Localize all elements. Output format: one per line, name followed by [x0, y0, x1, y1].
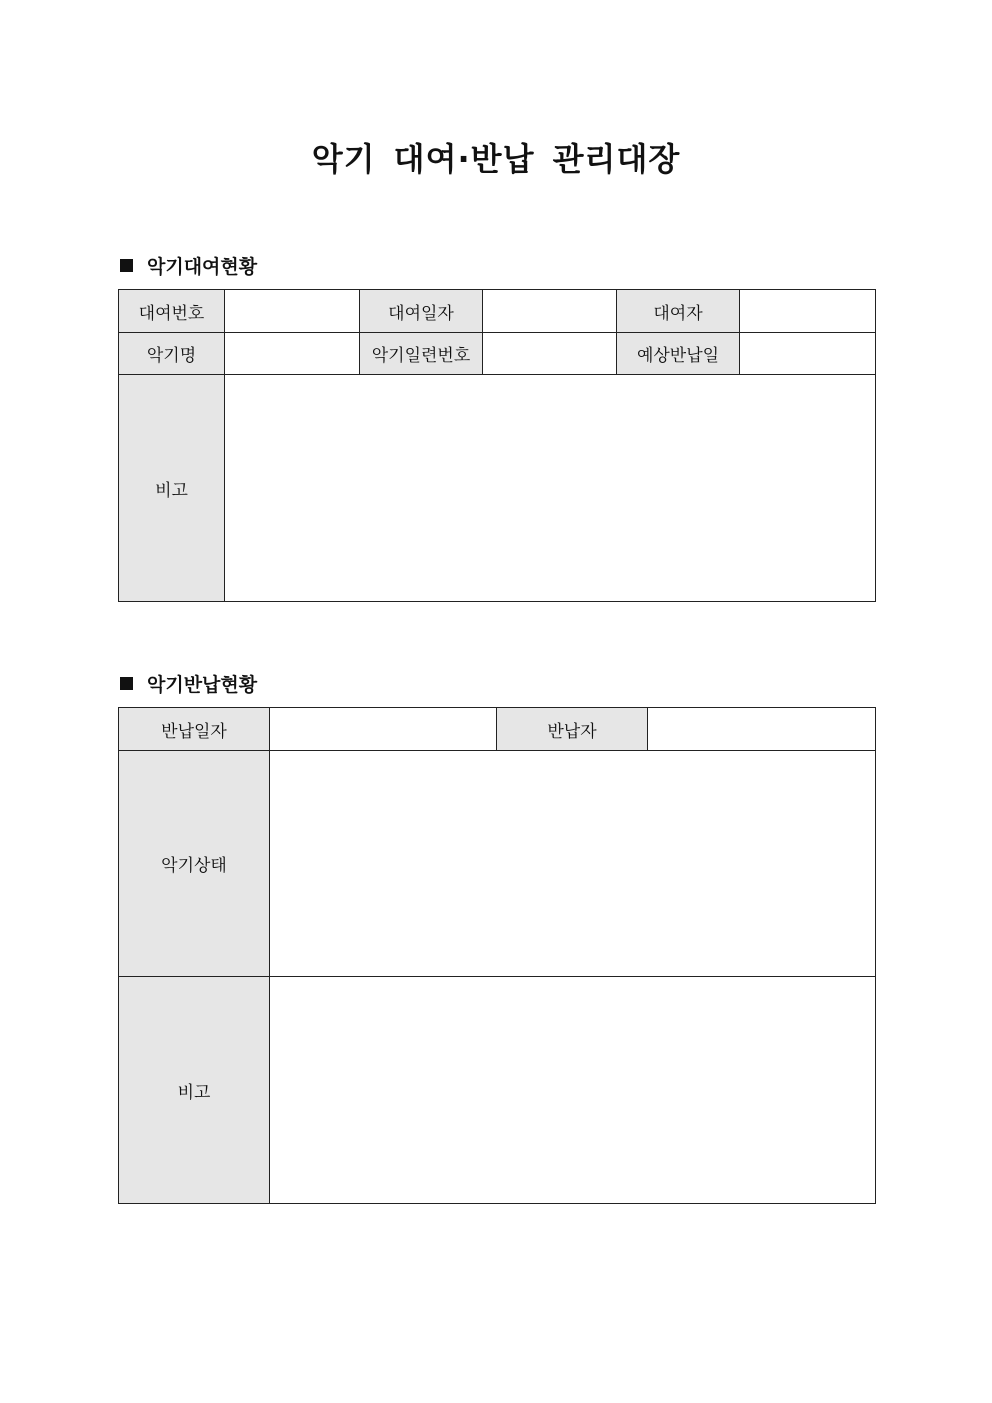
rental-number-label: 대여번호 — [119, 290, 225, 333]
return-section-heading-text: 악기반납현황 — [147, 674, 258, 696]
renter-label: 대여자 — [617, 290, 740, 333]
rental-date-label: 대여일자 — [360, 290, 483, 333]
returner-label: 반납자 — [497, 708, 648, 751]
renter-field[interactable] — [740, 290, 876, 333]
square-bullet-icon — [120, 259, 133, 272]
rental-notes-field[interactable] — [225, 375, 876, 602]
rental-section-heading-text: 악기대여현황 — [147, 256, 258, 278]
rental-section-heading — [118, 252, 257, 279]
expected-return-label: 예상반납일 — [617, 333, 740, 375]
instrument-condition-label: 악기상태 — [119, 751, 270, 977]
rental-status-table — [118, 289, 876, 602]
instrument-name-label: 악기명 — [119, 333, 225, 375]
return-notes-field[interactable] — [270, 977, 876, 1204]
return-section-heading — [118, 670, 257, 697]
return-status-table — [118, 707, 876, 1204]
instrument-serial-field[interactable] — [483, 333, 617, 375]
expected-return-field[interactable] — [740, 333, 876, 375]
rental-date-field[interactable] — [483, 290, 617, 333]
instrument-name-field[interactable] — [225, 333, 360, 375]
rental-notes-label: 비고 — [119, 375, 225, 602]
return-date-field[interactable] — [270, 708, 497, 751]
rental-number-field[interactable] — [225, 290, 360, 333]
page-title: 악기 대여·반납 관리대장 — [311, 140, 681, 178]
returner-field[interactable] — [648, 708, 876, 751]
return-date-label: 반납일자 — [119, 708, 270, 751]
instrument-condition-field[interactable] — [270, 751, 876, 977]
square-bullet-icon — [120, 677, 133, 690]
return-notes-label: 비고 — [119, 977, 270, 1204]
instrument-serial-label: 악기일련번호 — [360, 333, 483, 375]
